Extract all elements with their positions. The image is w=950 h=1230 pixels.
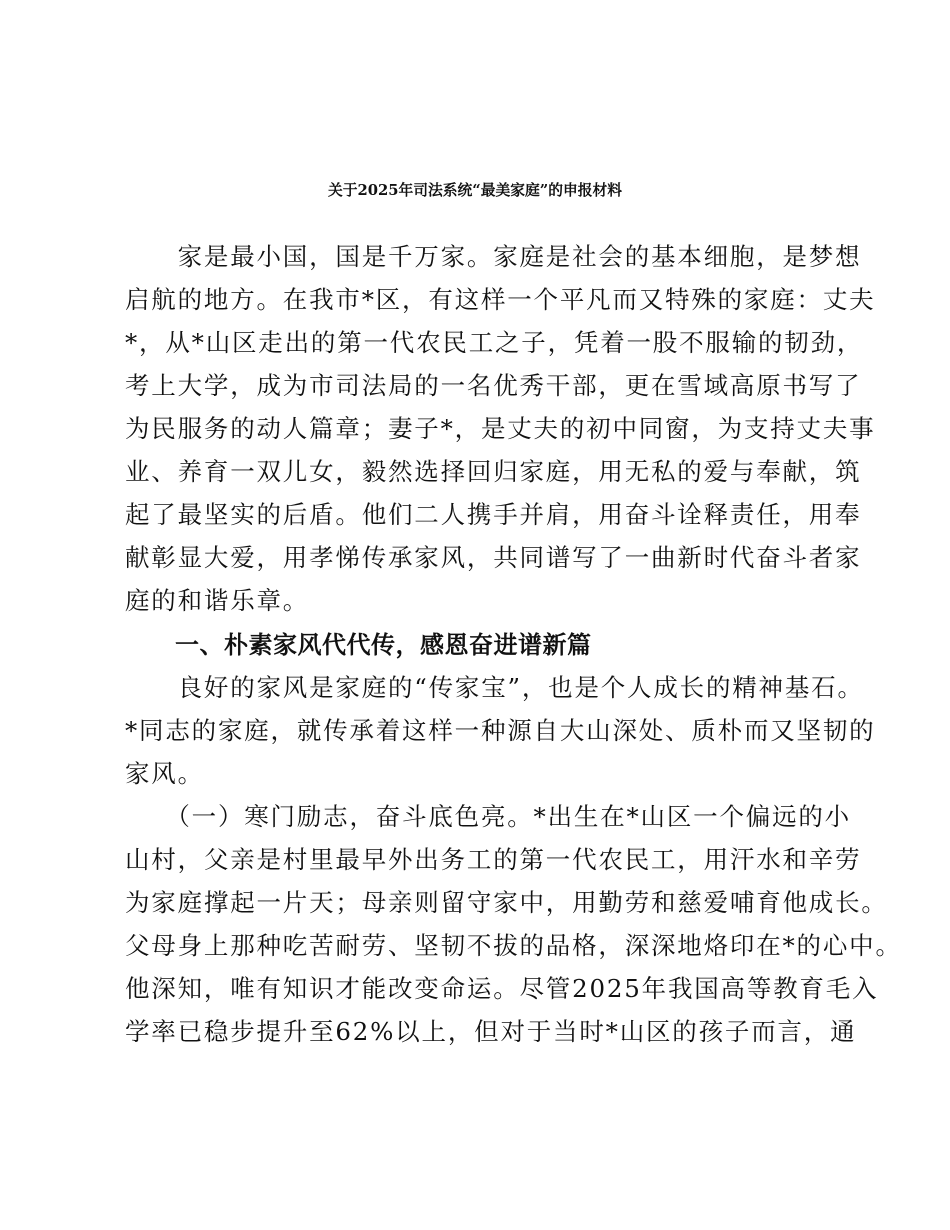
paragraph-line: 庭的和谐乐章。 xyxy=(125,586,310,615)
paragraph-line: *，从*山区走出的第一代农民工之子，凭着一股不服输的韧劲， xyxy=(125,328,864,357)
paragraph-line: 父母身上那种吃苦耐劳、坚韧不拔的品格，深深地烙印在*的心中。 xyxy=(125,931,902,960)
paragraph-line: 起了最坚实的后盾。他们二人携手并肩，用奋斗诠释责任，用奉 xyxy=(125,500,862,529)
paragraph-line: 献彰显大爱，用孝悌传承家风，共同谱写了一曲新时代奋斗者家 xyxy=(125,543,862,572)
paragraph-line: 业、养育一双儿女，毅然选择回归家庭，用无私的爱与奉献，筑 xyxy=(125,457,862,486)
section-heading: 一、朴素家风代代传，感恩奋进谱新篇 xyxy=(175,631,592,659)
paragraph-line: （一）寒门励志，奋斗底色亮。*出生在*山区一个偏远的小 xyxy=(125,802,851,831)
paragraph-line: 考上大学，成为市司法局的一名优秀干部，更在雪域高原书写了 xyxy=(125,371,862,400)
paragraph-line: 为家庭撑起一片天；母亲则留守家中，用勤劳和慈爱哺育他成长。 xyxy=(125,888,888,917)
paragraph-line: 家风。 xyxy=(125,759,204,788)
paragraph-line: 学率已稳步提升至62%以上，但对于当时*山区的孩子而言，通 xyxy=(125,1017,857,1046)
paragraph-line: 启航的地方。在我市*区，有这样一个平凡而又特殊的家庭：丈夫 xyxy=(125,285,876,314)
paragraph-line: 他深知，唯有知识才能改变命运。尽管2025年我国高等教育毛入 xyxy=(125,974,879,1003)
paragraph-line: 山村，父亲是村里最早外出务工的第一代农民工，用汗水和辛劳 xyxy=(125,845,862,874)
paragraph-line: 家是最小国，国是千万家。家庭是社会的基本细胞，是梦想 xyxy=(125,242,862,271)
paragraph-line: *同志的家庭，就传承着这样一种源自大山深处、质朴而又坚韧的 xyxy=(125,716,876,745)
document-title: 关于2025年司法系统“最美家庭”的申报材料 xyxy=(327,182,623,199)
paragraph-line: 为民服务的动人篇章；妻子*，是丈夫的初中同窗，为支持丈夫事 xyxy=(125,414,876,443)
paragraph-line: 良好的家风是家庭的“传家宝”，也是个人成长的精神基石。 xyxy=(125,673,864,702)
